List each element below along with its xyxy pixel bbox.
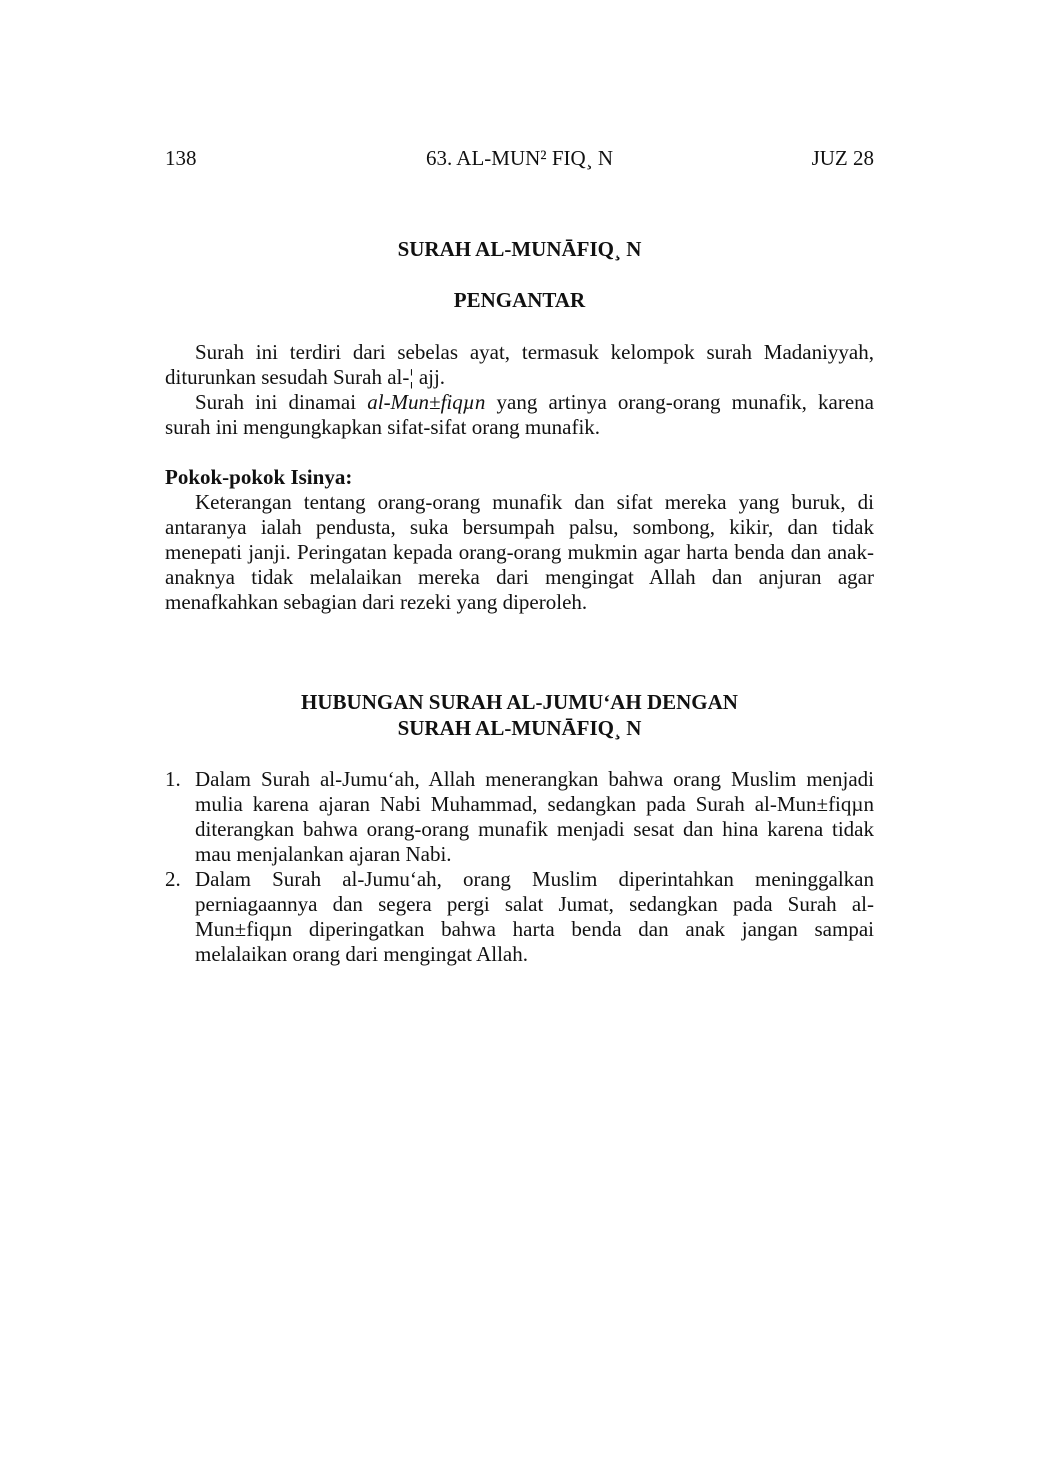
page-number: 138 [165, 146, 197, 170]
surah-title: SURAH AL-MUNĀFIQ¸ N [397, 237, 642, 261]
list-item [165, 867, 874, 967]
relation-list [165, 767, 874, 967]
contents-section [165, 465, 874, 615]
surah-name-italic: al-Mun±fiqµn [367, 390, 486, 414]
contents-heading: Pokok-pokok Isinya: [165, 465, 353, 489]
list-number: 1. [165, 767, 181, 791]
list-item-text: Dalam Surah al-Jumu‘ah, Allah menerangkan bahwa orang Muslim menjadi mulia karena ajaran Nabi Muhammad, sedangkan pada Surah al-Mun±fiqµn diterangkan bahwa orang-orang munafik menjadi sesat dan hina karena tidak mau menjalankan ajaran Nabi. [195, 767, 874, 866]
list-item-text: Dalam Surah al-Jumu‘ah, orang Muslim diperintahkan meninggalkan perniagaannya dan segera pergi salat Jumat, sedangkan pada Surah al-Mun±fiqµn diperingatkan bahwa harta benda dan anak jangan sampai melalaikan orang dari mengingat Allah. [195, 867, 874, 966]
intro-p2-start: Surah ini dinamai [195, 390, 368, 414]
juz-label: JUZ 28 [811, 146, 874, 170]
relation-heading-line-2: SURAH AL-MUNĀFIQ¸ N [397, 716, 642, 740]
chapter-header: 63. AL-MUN² FIQ¸ N [425, 146, 614, 170]
intro-p2-end: yang artinya orang-orang munafik, karena surah ini mengungkapkan sifat-sifat orang munafik. [165, 390, 874, 439]
list-item [165, 767, 874, 867]
contents-paragraph: Keterangan tentang orang-orang munafik dan sifat mereka yang buruk, di antaranya ialah pendusta, suka bersumpah palsu, sombong, kikir, dan tidak menepati janji. Peringatan kepada orang-orang mukmin agar harta benda dan anak-anaknya tidak melalaikan mereka dari mengingat Allah dan anjuran agar menafkahkan sebagian dari rezeki yang diperoleh. [165, 490, 874, 614]
relation-heading-line-1: HUBUNGAN SURAH AL-JUMU‘AH DENGAN [301, 690, 738, 714]
list-number: 2. [165, 867, 181, 891]
intro-paragraph-1: Surah ini terdiri dari sebelas ayat, termasuk kelompok surah Madaniyyah, diturunkan sesudah Surah al-¦ ajj. [165, 340, 874, 389]
running-header [165, 146, 874, 172]
intro-section [165, 340, 874, 440]
intro-paragraph-2 [165, 390, 874, 440]
intro-heading: PENGANTAR [453, 288, 586, 312]
